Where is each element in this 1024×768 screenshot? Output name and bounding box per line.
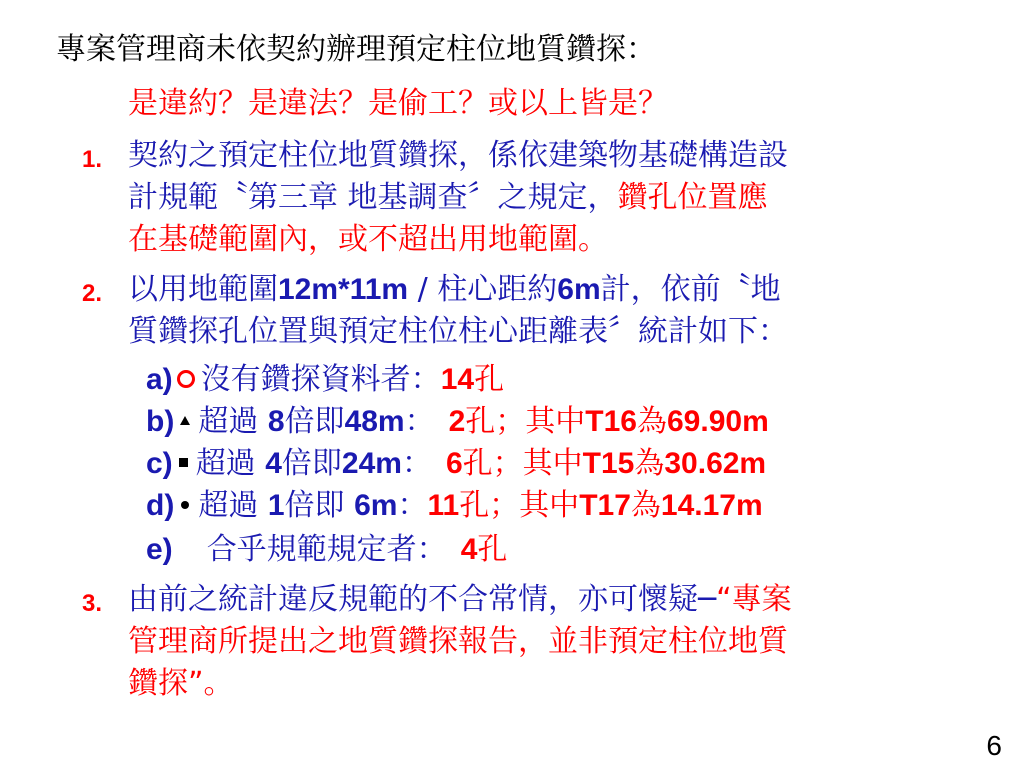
item-label: a) bbox=[146, 363, 173, 396]
text: 為 bbox=[634, 446, 665, 481]
item-value: 69.90m bbox=[667, 405, 769, 438]
point-1-line-2 bbox=[128, 180, 768, 216]
item-label: c) bbox=[146, 447, 173, 480]
item-unit: 孔 bbox=[477, 532, 508, 567]
dot-icon bbox=[181, 501, 189, 509]
text: 24m bbox=[341, 447, 402, 480]
point-2-line-2: 質鑽探孔位置與預定柱位柱心距離表〞統計如下： bbox=[128, 314, 788, 349]
item-unit: 孔 bbox=[474, 362, 505, 397]
text: 8 bbox=[267, 405, 285, 438]
text: 6m bbox=[557, 273, 601, 306]
item-count: 2 bbox=[448, 405, 466, 438]
list-item-b bbox=[146, 404, 769, 440]
text: ： bbox=[397, 488, 428, 523]
text: 1 bbox=[267, 489, 285, 522]
text: 為 bbox=[637, 404, 667, 439]
point-3-line-2: 管理商所提出之地質鑽探報告，並非預定柱位地質 bbox=[128, 624, 788, 659]
point-number: 3. bbox=[82, 590, 103, 617]
slide-subtitle: 是違約？是違法？是偷工？或以上皆是？ bbox=[128, 86, 668, 121]
list-item-e bbox=[146, 532, 507, 568]
item-id: T17 bbox=[579, 489, 631, 522]
item-unit: 孔；其中 bbox=[462, 446, 583, 481]
page-number: 6 bbox=[986, 730, 1002, 761]
point-1-line-2-red: 鑽孔位置應 bbox=[617, 180, 768, 215]
point-3-line-1 bbox=[128, 582, 792, 618]
point-2-line-1 bbox=[128, 272, 781, 308]
text: 倍即 bbox=[284, 488, 355, 523]
item-count: 4 bbox=[460, 533, 478, 566]
text: 12m*11m bbox=[278, 273, 409, 306]
text: 4 bbox=[265, 447, 282, 480]
item-unit: 孔；其中 bbox=[459, 488, 580, 523]
text: 超過 bbox=[195, 446, 266, 481]
point-1-line-3: 在基礎範圍內，或不超出用地範圍。 bbox=[128, 222, 608, 257]
list-item-a bbox=[146, 362, 504, 398]
item-text: 合乎規範規定者： bbox=[206, 532, 447, 567]
text: 48m bbox=[344, 405, 405, 438]
item-id: T15 bbox=[582, 447, 635, 480]
item-label: b) bbox=[146, 405, 175, 438]
item-text: 沒有鑽探資料者： bbox=[200, 362, 441, 397]
text: / 柱心距約 bbox=[408, 272, 558, 307]
point-3-line-3: 鑽探”。 bbox=[128, 666, 234, 701]
item-id: T16 bbox=[585, 405, 637, 438]
text: 為 bbox=[630, 488, 661, 523]
list-item-c bbox=[146, 446, 766, 482]
text: 計，依前〝地 bbox=[600, 272, 781, 307]
text: ： bbox=[401, 446, 432, 481]
text: ： bbox=[404, 404, 435, 439]
item-count: 11 bbox=[427, 489, 460, 522]
point-1-line-1: 契約之預定柱位地質鑽探，係依建築物基礎構造設 bbox=[128, 138, 788, 173]
list-item-d bbox=[146, 488, 763, 524]
triangle-icon bbox=[180, 416, 190, 425]
item-label: e) bbox=[146, 533, 173, 566]
item-count: 14 bbox=[440, 363, 475, 396]
item-value: 14.17m bbox=[660, 489, 763, 522]
text: 倍即 bbox=[281, 446, 342, 481]
item-label: d) bbox=[146, 489, 175, 522]
text: 倍即 bbox=[284, 404, 345, 439]
point-1-line-2-blue: 計規範〝第三章 地基調查〞之規定， bbox=[128, 180, 618, 215]
point-3-line-1-red: “專案 bbox=[716, 582, 792, 617]
point-number: 2. bbox=[82, 280, 103, 307]
text: 6m bbox=[354, 489, 398, 522]
text: 以用地範圍 bbox=[128, 272, 278, 307]
square-icon bbox=[179, 458, 188, 467]
slide-title: 專案管理商未依契約辦理預定柱位地質鑽探： bbox=[56, 32, 656, 67]
text: 超過 bbox=[198, 404, 268, 439]
circle-icon bbox=[177, 370, 195, 388]
text: 超過 bbox=[198, 488, 268, 523]
item-count: 6 bbox=[445, 447, 463, 480]
point-number: 1. bbox=[82, 146, 103, 173]
item-unit: 孔；其中 bbox=[465, 404, 586, 439]
item-value: 30.62m bbox=[664, 447, 767, 480]
point-3-line-1-blue: 由前之統計違反規範的不合常情，亦可懷疑─ bbox=[128, 582, 717, 617]
